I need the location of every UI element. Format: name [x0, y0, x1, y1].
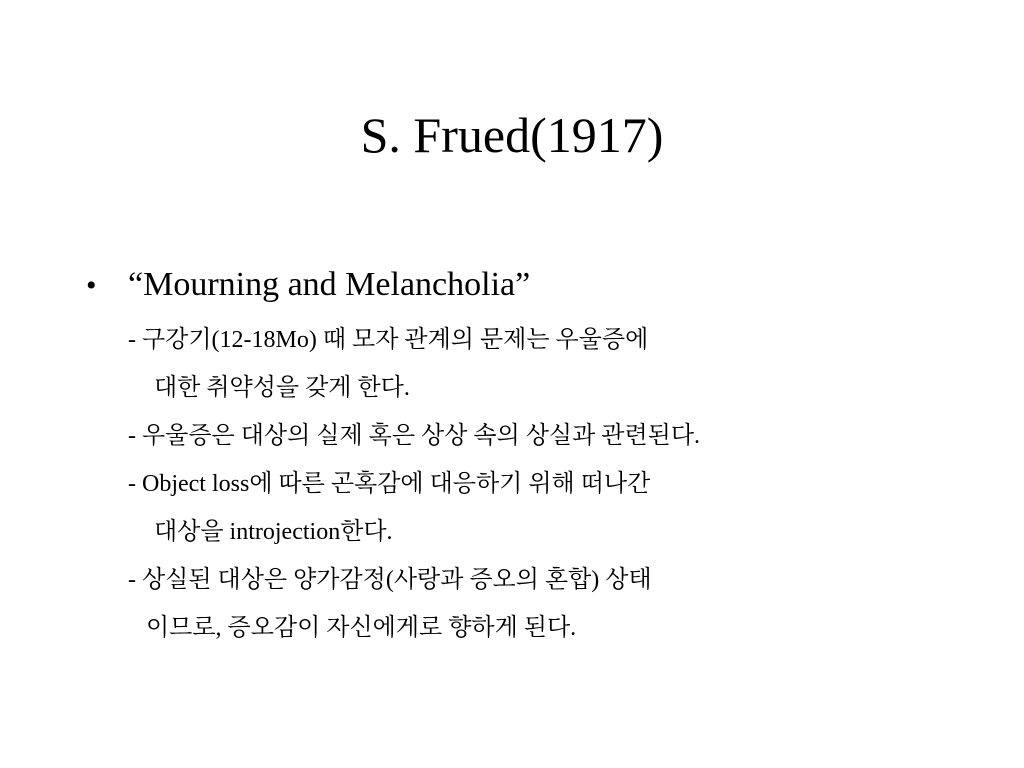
- sub-point-list: [128, 316, 1008, 652]
- sub-point-line: - 구강기(12-18Mo) 때 모자 관계의 문제는 우울증에: [128, 327, 649, 353]
- slide-title: S. Frued(1917): [360, 107, 664, 163]
- sub-point-line: - 우울증은 대상의 실제 혹은 상상 속의 상실과 관련된다.: [128, 423, 701, 449]
- sub-point-continuation: 이므로, 증오감이 자신에게로 향하게 된다.: [146, 615, 577, 641]
- bullet-marker: •: [86, 269, 97, 302]
- sub-point-line: - Object loss에 따른 곤혹감에 대응하기 위해 떠나간: [128, 471, 651, 497]
- bullet-item: [86, 262, 530, 308]
- sub-point-line: - 상실된 대상은 양가감정(사랑과 증오의 혼합) 상태: [128, 567, 652, 593]
- sub-point-continuation: 대한 취약성을 갖게 한다.: [154, 375, 410, 401]
- bullet-heading: “Mourning and Melancholia”: [128, 266, 531, 303]
- sub-point-continuation: 대상을 introjection한다.: [154, 519, 393, 545]
